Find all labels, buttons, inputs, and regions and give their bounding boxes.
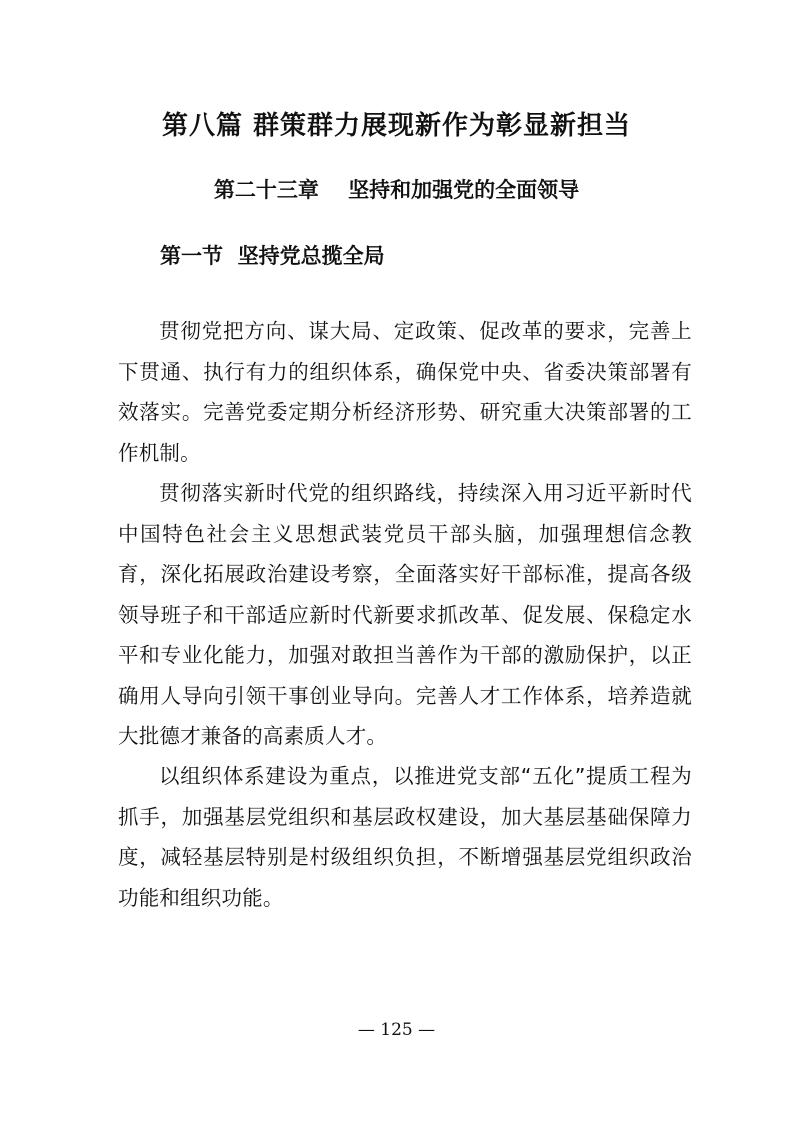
chapter-title: 第二十三章 坚持和加强党的全面领导 [213,178,580,202]
part-title: 第八篇 群策群力展现新作为彰显新担当 [161,111,632,141]
page-number: — 125 — [357,1020,436,1040]
paragraph: 贯彻落实新时代党的组织路线，持续深入用习近平新时代中国特色社会主义思想武装党员干部头脑，加强理想信念教育，深化拓展政治建设考察，全面落实好干部标准，提高各级领导班子和干部适应新时代新要求抓改革、促发展、保稳定水平和专业化能力，加强对敢担当善作为干部的激励保护，以正确用人导向引领干事创业导向。完善人才工作体系，培养造就大批德才兼备的高素质人才。 [118,481,692,748]
paragraph: 贯彻党把方向、谋大局、定政策、促改革的要求，完善上下贯通、执行有力的组织体系，确保党中央、省委决策部署有效落实。完善党委定期分析经济形势、研究重大决策部署的工作机制。 [118,319,692,465]
paragraph: 以组织体系建设为重点，以推进党支部“五化”提质工程为抓手，加强基层党组织和基层政权建设，加大基层基础保障力度，减轻基层特别是村级组织负担，不断增强基层党组织政治功能和组织功能。 [118,764,692,910]
section-title: 第一节 坚持党总揽全局 [160,244,385,268]
